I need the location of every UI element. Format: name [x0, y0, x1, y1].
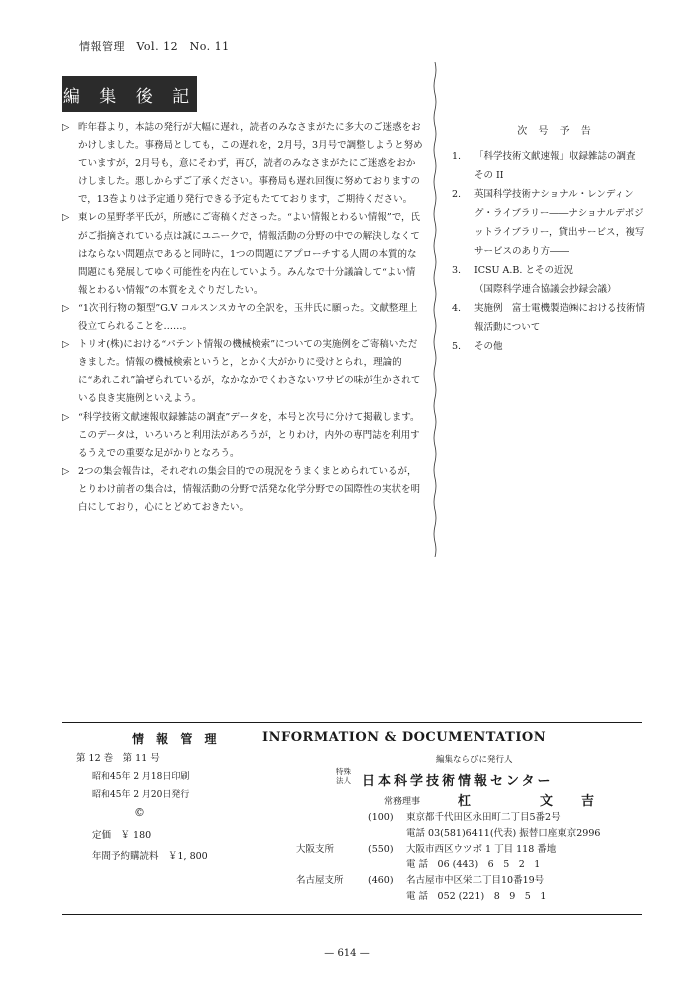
editorial-title: 編 集 後 記: [62, 76, 197, 112]
imprint-top-rule: [62, 722, 642, 723]
list-item: 2. 英国科学技術ナショナル・レンディング・ライブラリー――ナショナルデポジットライブラリー，貸出サービス，複写サービスのあり方――: [452, 189, 645, 257]
triangle-bullet-icon: ▷: [62, 339, 70, 351]
triangle-bullet-icon: ▷: [62, 411, 70, 423]
organization-name: 日本科学技術情報センター: [362, 774, 554, 789]
list-item: 1. 「科学技術文献速報」収録雑誌の調査 その II: [452, 151, 646, 181]
editorial-body: [62, 119, 424, 517]
table-row: 電話 03(581)6411(代表) 振替口座東京2996: [406, 827, 601, 839]
triangle-bullet-icon: ▷: [62, 122, 70, 133]
triangle-bullet-icon: ▷: [62, 302, 70, 314]
list-item: 4. 実施例 富士電機製造㈱における技術情報活動について: [452, 303, 646, 333]
annual-subscription: 年間予約購読料 ￥1, 800: [92, 851, 208, 862]
next-issue-list: [452, 147, 652, 356]
volume-label: 第 12 巻 第 11 号: [76, 753, 160, 764]
column-divider: [432, 62, 438, 557]
print-date: 昭和45年 2 月18日印刷: [92, 772, 190, 782]
journal-title-en: INFORMATION & DOCUMENTATION: [262, 730, 547, 745]
editorial-paragraph: ▷ 2つの集会報告は，それぞれの集会目的での現況をうまくまとめられているが，とりわけ前者の集合は，情報活動の分野で活発な化学分野での国際性の実状を明白にしており，心にとどめておきたい。: [62, 463, 424, 517]
publisher-label: 編集ならびに発行人: [436, 755, 513, 765]
triangle-bullet-icon: ▷: [62, 212, 70, 224]
table-row: 電 話 052 (221) 8 9 5 1: [406, 890, 547, 902]
offices-table: [296, 810, 600, 905]
price: 定価 ￥ 180: [92, 830, 152, 841]
hojin-label: 特殊法人: [336, 767, 351, 785]
journal-title-jp: 情 報 管 理: [132, 732, 221, 746]
next-issue-title: 次 号 予 告: [517, 126, 595, 137]
page-number: — 614 —: [324, 948, 370, 959]
table-row: 大阪支所 (550) 大阪市西区ウツボ 1 丁目 118 番地: [296, 843, 557, 855]
next-issue-section: [452, 122, 652, 356]
list-item: 5. その他: [452, 341, 503, 352]
editorial-paragraph: ▷ “1次刊行物の類型”G.V コルスンスカヤの全訳を，玉井氏に願った。文献整理上役立てられることを……。: [62, 300, 424, 336]
triangle-bullet-icon: ▷: [62, 465, 70, 477]
table-row: 電 話 06 (443) 6 5 2 1: [406, 859, 541, 871]
imprint-bottom-rule: [62, 914, 642, 915]
editorial-paragraph: ▷ “科学技術文献速報収録雑誌の調査”データを，本号と次号に分けて掲載します。このデータは，いろいろと利用法があろうが，とりわけ，内外の専門誌を利用するうえでの重要な足がかりとなろう。: [62, 409, 424, 463]
table-row: 名古屋支所 (460) 名古屋市中区栄二丁目10番19号: [296, 875, 545, 887]
running-header: 情報管理 Vol. 12 No. 11: [79, 40, 230, 53]
copyright-icon: ©: [134, 806, 145, 819]
editorial-paragraph: ▷ 東レの星野孝平氏が，所感にご寄稿くださった。“よい情報とわるい情報”で，氏がご指摘されている点は誠にユニークで，情報活動の分野の中での解決しなくてはならない問題点であると同時に，1つの問題にアプローチする人間の本質的な問題にも発展してゆく可能性を内在していよう。みんなで十分議論して“よい情報とわるい情報”の本質をえぐりだしたい。: [62, 209, 424, 299]
editorial-paragraph: ▷ 昨年暮より，本誌の発行が大幅に遅れ，読者のみなさまがたに多大のご迷惑をおかけしました。事務局としても，この遅れを，2月号，3月号で調整しようと努めていますが，2月号も，意にそわず，再び，読者のみなさまがたにご迷惑をおかけしました。悪しからずご了承ください。事務局も遅れ回復に努めておりますので，13巻よりは予定通り発行できる予定もたてております，ご期待ください。: [62, 119, 424, 209]
director-name: 杠 文吉: [458, 794, 623, 809]
table-row: (100) 東京都千代田区永田町二丁目5番2号: [368, 812, 561, 823]
editorial-paragraph: ▷ トリオ(株)における“パテント情報の機械検索”についての実施例をご寄稿いただきました。情報の機械検索というと，とかく大がかりに受けとられ，理論的に“あれこれ”論ぜられているが，なかなかでくわさないワサビの味が生かされている良き実施例といえよう。: [62, 336, 424, 408]
publish-date: 昭和45年 2 月20日発行: [92, 790, 190, 800]
director-label: 常務理事: [384, 797, 421, 807]
list-item: 3. ICSU A.B. とその近況 （国際科学連合協議会抄録会議）: [452, 265, 617, 295]
